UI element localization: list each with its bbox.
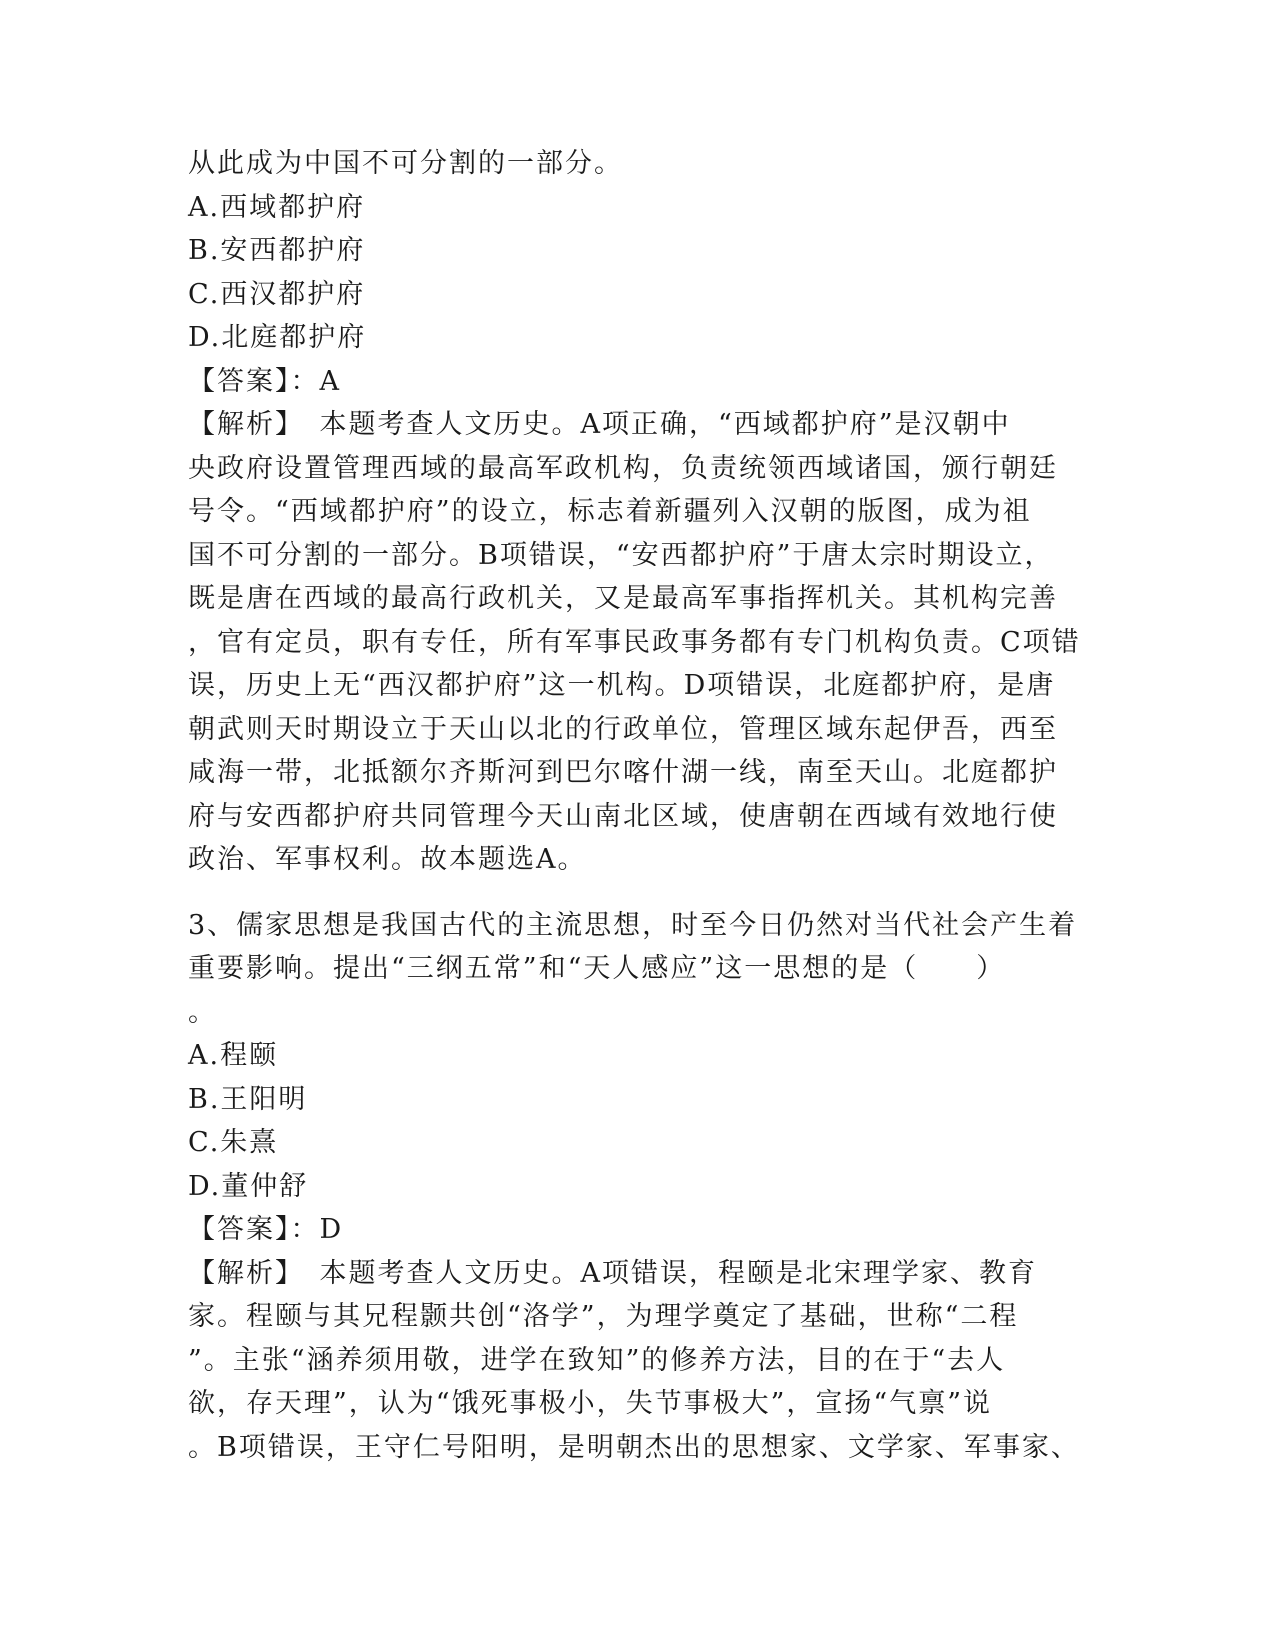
question-3-analysis-line: ”。主张“涵养须用敬，进学在致知”的修养方法，目的在于“去人 (188, 1344, 1006, 1376)
question-2-analysis-line: ，官有定员，职有专任，所有军事民政事务都有专门机构负责。C项错 (188, 626, 1081, 658)
question-3-stem-line: 。 (188, 996, 217, 1028)
question-3-analysis-line: 家。程颐与其兄程颢共创“洛学”，为理学奠定了基础，世称“二程 (188, 1301, 1019, 1332)
question-3-option-b: B.王阳明 (188, 1083, 308, 1115)
question-spacer (188, 882, 1088, 904)
question-2-analysis-line: 咸海一带，北抵额尔齐斯河到巴尔喀什湖一线，南至天山。北庭都护 (188, 757, 1058, 788)
question-2-analysis-line: 央政府设置管理西域的最高军政机构，负责统领西域诸国，颁行朝廷 (188, 452, 1058, 484)
page-content (188, 142, 1088, 1469)
question-3-answer: 【答案】：D (188, 1214, 344, 1245)
question-3-option-c: C.朱熹 (188, 1127, 279, 1158)
question-2-analysis-line: 【解析】 本题考查人文历史。A项正确，“西域都护府”是汉朝中 (188, 409, 1011, 440)
question-3-option-d: D.董仲舒 (188, 1170, 309, 1202)
question-2-option-d: D.北庭都护府 (188, 322, 367, 353)
question-2-analysis-line: 误，历史上无“西汉都护府”这一机构。D项错误，北庭都护府，是唐 (188, 670, 1056, 701)
question-3-analysis-line: 。B项错误，王守仁号阳明，是明朝杰出的思想家、文学家、军事家、 (188, 1431, 1080, 1463)
question-2-answer: 【答案】：A (188, 365, 341, 397)
question-3-stem-line: 重要影响。提出“三纲五常”和“天人感应”这一思想的是（ ） (188, 953, 1006, 984)
question-2-analysis-line: 府与安西都护府共同管理今天山南北区域，使唐朝在西域有效地行使 (188, 800, 1058, 832)
question-2-option-b: B.安西都护府 (188, 235, 366, 266)
question-2-option-a: A.西域都护府 (188, 191, 366, 223)
question-3-stem-line: 3、儒家思想是我国古代的主流思想，时至今日仍然对当代社会产生着 (188, 909, 1078, 941)
question-2-analysis-line: 国不可分割的一部分。B项错误，“安西都护府”于唐太宗时期设立， (188, 539, 1054, 571)
question-3-analysis-line: 欲，存天理”，认为“饿死事极小，失节事极大”，宣扬“气禀”说 (188, 1388, 993, 1419)
question-2-analysis-line: 既是唐在西域的最高行政机关，又是最高军事指挥机关。其机构完善 (188, 583, 1058, 614)
question-3-option-a: A.程颐 (188, 1040, 279, 1071)
question-2-stem-tail: 从此成为中国不可分割的一部分。 (188, 148, 623, 179)
question-2-analysis-line: 朝武则天时期设立于天山以北的行政单位，管理区域东起伊吾，西至 (188, 713, 1058, 745)
question-2-analysis-line: 政治、军事权利。故本题选A。 (188, 844, 587, 875)
question-2-analysis-line: 号令。“西域都护府”的设立，标志着新疆列入汉朝的版图，成为祖 (188, 496, 1032, 527)
question-2-option-c: C.西汉都护府 (188, 278, 366, 310)
question-3-analysis-line: 【解析】 本题考查人文历史。A项错误，程颐是北宋理学家、教育 (188, 1257, 1037, 1289)
